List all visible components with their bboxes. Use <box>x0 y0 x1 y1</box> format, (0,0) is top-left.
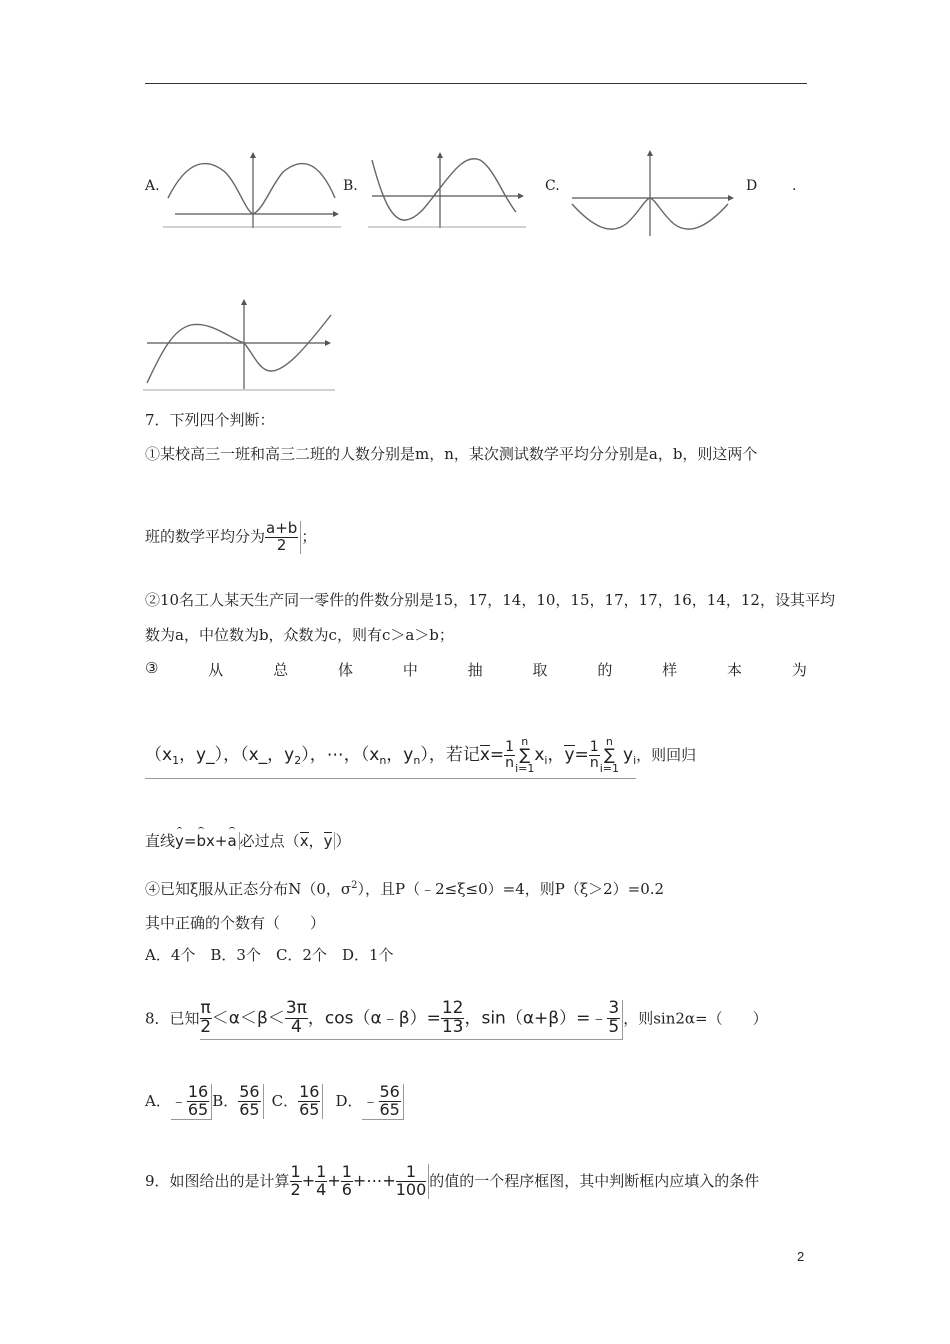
q8-choice-d-label: D． <box>335 1091 363 1110</box>
q7-s3-char: 抽 <box>467 661 483 679</box>
option-d-dot: . <box>792 178 797 194</box>
q7-s3-pt-y: y <box>323 832 333 850</box>
q7-s3-xbar: x <box>479 745 490 765</box>
q7-s3-char: 总 <box>273 661 289 679</box>
graph-a-curve <box>168 164 335 214</box>
q8-frac3 <box>441 1000 465 1037</box>
q7-statement3-line1 <box>145 659 807 680</box>
q8-frac2-num: 3π <box>285 998 307 1018</box>
graph-c-x-arrow <box>728 195 734 201</box>
q7-statement4 <box>145 878 664 899</box>
q8-choice-a-den: 65 <box>187 1099 209 1119</box>
q7-s3-f-p1: （x <box>145 745 173 765</box>
q7-question: 其中正确的个数有（ ） <box>145 914 326 932</box>
q7-statement2-line2: 数为a，中位数为b，众数为c，则有c＞a＞b； <box>145 626 454 644</box>
q7-s4-part1: ④已知ξ服从正态分布N（0，σ <box>145 880 352 898</box>
q7-s3-sigma2-sym: ∑ <box>603 745 615 764</box>
q8-choice-d-num: 56 <box>379 1082 400 1101</box>
q7-s3-f-p4: ，y <box>386 745 414 765</box>
q7-s3-line3-prefix: 直线 <box>145 832 176 850</box>
page-number: 2 <box>797 1249 805 1264</box>
q8-choice-a-label: A． <box>145 1091 171 1110</box>
q8-formula <box>200 1000 624 1040</box>
option-a-label: A. <box>145 178 160 194</box>
q8-choice-d-sign: ﹣ <box>362 1090 379 1110</box>
q8-choice-a-frac <box>187 1084 209 1119</box>
q7-s3-line3-mid: 必过点（ <box>239 832 300 850</box>
q8-choice-b-num: 56 <box>239 1082 260 1101</box>
q7-s1-frac-den: 2 <box>276 535 287 554</box>
q7-s3-char: 体 <box>337 661 353 679</box>
q7-s3-xi-sub: i <box>544 754 548 767</box>
q8-choice-c-den: 65 <box>299 1099 320 1119</box>
q9-formula <box>290 1164 430 1199</box>
q8-choice-b-frac <box>238 1084 260 1119</box>
q7-s3-f-p3: ），⋯，（x <box>301 745 380 765</box>
graph-b <box>368 150 526 230</box>
q8-mid3: ，sin（α+β）=﹣ <box>464 1008 608 1029</box>
q8-frac4-num: 3 <box>608 998 620 1018</box>
header-rule <box>145 83 807 84</box>
q7-s4-sup: 2 <box>351 880 358 891</box>
q7-s3-pt-comma: ， <box>308 832 324 850</box>
q7-s3-char: ③ <box>145 659 159 677</box>
q8-choice-b-label: B． <box>212 1091 239 1110</box>
q7-title: 7．下列四个判断： <box>145 411 275 429</box>
q7-s3-f-p3-sub: n <box>379 754 387 767</box>
q7-s3-sigma2-top: n <box>605 735 613 748</box>
q8-choice-c-frac <box>298 1084 320 1119</box>
q8-frac1-num: π <box>200 998 211 1018</box>
q9-prefix: 9．如图给出的是计算 <box>145 1171 290 1190</box>
q7-s3-f-p2: ，y_），（x_，y <box>179 745 295 765</box>
q9-frac3-num: 1 <box>341 1162 352 1181</box>
q8-mid1: ＜α＜β＜ <box>211 1008 285 1029</box>
q9-stem <box>145 1164 759 1199</box>
graph-b-curve <box>372 159 516 220</box>
graph-d-curve <box>147 315 331 383</box>
q8-choice-b-den: 65 <box>239 1099 260 1119</box>
q7-s3-point <box>300 832 336 850</box>
q7-s3-char: 取 <box>532 661 548 679</box>
q7-s1-fraction <box>265 521 301 554</box>
graph-a-y-arrow <box>250 152 256 158</box>
q7-s3-end: ，则回归 <box>636 746 697 764</box>
q8-frac1 <box>200 1000 212 1037</box>
q7-s3-ybar: y <box>564 745 575 765</box>
q8-frac3-den: 13 <box>441 1016 464 1037</box>
q7-s3-reg-y: y <box>175 832 184 850</box>
q8-choice-b <box>238 1084 263 1119</box>
q8-choice-a-num: 16 <box>187 1082 209 1101</box>
q8-stem <box>145 1000 768 1040</box>
q7-s3-reg-b: b <box>196 832 207 850</box>
q7-s3-sigma1-bot: i=1 <box>515 762 535 775</box>
q9-frac2-num: 1 <box>316 1162 327 1181</box>
q7-s3-f-p2-sub: 2 <box>294 754 302 767</box>
q7-s3-char: 从 <box>208 661 224 679</box>
q7-s3-sigma1 <box>515 736 534 774</box>
q9-frac1 <box>290 1164 302 1199</box>
q7-s3-char: 中 <box>402 661 418 679</box>
q9-plus2: + <box>327 1170 341 1190</box>
q7-s3-reg-a: a <box>227 832 237 850</box>
q7-s3-char: 本 <box>727 661 743 679</box>
q7-statement3-line2 <box>145 736 696 779</box>
q7-s1-frac-num: a+b <box>266 519 298 537</box>
q7-s3-eq1: = <box>489 745 505 765</box>
q9-frac2-den: 4 <box>316 1179 327 1199</box>
q7-statement2-line1: ②10名工人某天生产同一零件的件数分别是15，17，14，10，15，17，17，16，14，12，设其平均 <box>145 591 835 609</box>
q7-s3-frac1 <box>504 740 515 770</box>
graph-a-x-arrow <box>333 211 339 217</box>
q7-s3-yi-sub: i <box>633 754 637 767</box>
q7-s3-frac1-num: 1 <box>505 738 515 755</box>
q9-frac1-den: 2 <box>290 1179 301 1199</box>
q7-s3-f-p1-sub: 1 <box>172 754 180 767</box>
q8-choice-c-num: 16 <box>299 1082 320 1101</box>
q8-frac2-den: 4 <box>290 1016 302 1037</box>
q8-choice-d-den: 65 <box>379 1099 400 1119</box>
q8-frac1-den: 2 <box>200 1016 212 1037</box>
graph-d <box>143 295 335 391</box>
option-c-label: C. <box>545 178 560 194</box>
q8-frac4-den: 5 <box>608 1016 620 1037</box>
q7-s3-char: 为 <box>791 661 807 679</box>
q7-s3-yi: y <box>623 745 634 765</box>
q7-s3-frac2-num: 1 <box>589 738 599 755</box>
q7-s3-pt-x: x <box>299 832 309 850</box>
q8-suffix: ，则sin2α=（ ） <box>623 1009 768 1028</box>
q7-statement1-line1: ①某校高三一班和高三二班的人数分别是m，n，某次测试数学平均分分别是a，b，则这两个 <box>145 445 758 463</box>
graph-c <box>568 148 738 238</box>
q9-frac3 <box>341 1164 353 1199</box>
graph-b-y-arrow <box>437 152 443 158</box>
q7-statement1-line2 <box>145 521 316 554</box>
q8-mid2: ，cos（α﹣β）= <box>307 1008 441 1029</box>
q9-frac4-den: 100 <box>395 1179 427 1199</box>
q8-prefix: 8．已知 <box>145 1009 200 1028</box>
q9-frac1-num: 1 <box>290 1162 301 1181</box>
q8-choice-c <box>298 1084 323 1119</box>
graph-d-x-arrow <box>325 340 331 346</box>
q9-frac2 <box>315 1164 327 1199</box>
graph-b-x-arrow <box>518 193 524 199</box>
q9-frac3-den: 6 <box>341 1179 352 1199</box>
q7-s3-sigma1-sym: ∑ <box>519 745 531 764</box>
q8-choice-d-frac <box>379 1084 401 1119</box>
q9-plus3: +⋯+ <box>352 1170 396 1190</box>
q7-s3-regression <box>175 832 240 850</box>
graph-c-y-arrow <box>647 150 653 156</box>
q7-s3-frac2 <box>589 740 600 770</box>
q7-s3-formula <box>145 736 636 779</box>
q7-s3-comma: ， <box>547 745 565 765</box>
q8-frac3-num: 12 <box>441 998 464 1018</box>
q9-frac4-num: 1 <box>396 1164 427 1182</box>
q8-choice-a-sign: ﹣ <box>170 1090 187 1110</box>
q8-frac4 <box>607 1000 620 1037</box>
q7-statement3-line3 <box>145 830 351 851</box>
q8-frac2 <box>285 1000 308 1037</box>
q8-choice-c-label: C． <box>271 1091 299 1110</box>
q7-s3-frac2-den: n <box>589 754 599 771</box>
q7-choices: A．4个 B．3个 C．2个 D．1个 <box>145 946 394 964</box>
q7-s4-part2: ），且P（﹣2≤ξ≤0）=4，则P（ξ＞2）=0.2 <box>357 880 665 898</box>
q7-s3-frac1-den: n <box>505 754 515 771</box>
q7-s3-eq2: = <box>574 745 589 765</box>
graph-a <box>163 150 341 230</box>
q9-frac4 <box>396 1164 427 1199</box>
q7-s3-sigma2-bot: i=1 <box>599 762 619 775</box>
q7-s3-line3-end: ） <box>335 832 351 850</box>
q7-s3-xi: x <box>534 745 545 765</box>
graph-d-y-arrow <box>241 299 247 305</box>
q8-choices <box>145 1084 404 1120</box>
q7-s3-sigma1-top: n <box>521 735 529 748</box>
q7-s1-end: ； <box>301 527 317 546</box>
q7-s3-f-p5: ），若记 <box>420 745 480 765</box>
option-d-label: D <box>746 178 758 194</box>
q7-s3-reg-x: x+ <box>206 832 228 850</box>
q7-s3-char: 的 <box>597 661 613 679</box>
q7-s1-prefix: 班的数学平均分为 <box>145 527 266 546</box>
q7-s3-reg-eq: = <box>183 832 197 850</box>
q9-plus1: + <box>301 1170 316 1190</box>
q7-s3-f-p4-sub: n <box>413 754 421 767</box>
q8-choice-a <box>171 1084 212 1120</box>
q7-s3-sigma2 <box>600 736 619 774</box>
q8-choice-d <box>362 1084 403 1120</box>
option-b-label: B. <box>343 178 358 194</box>
q9-suffix: 的值的一个程序框图，其中判断框内应填入的条件 <box>429 1171 760 1190</box>
q7-s3-char: 样 <box>662 661 678 679</box>
